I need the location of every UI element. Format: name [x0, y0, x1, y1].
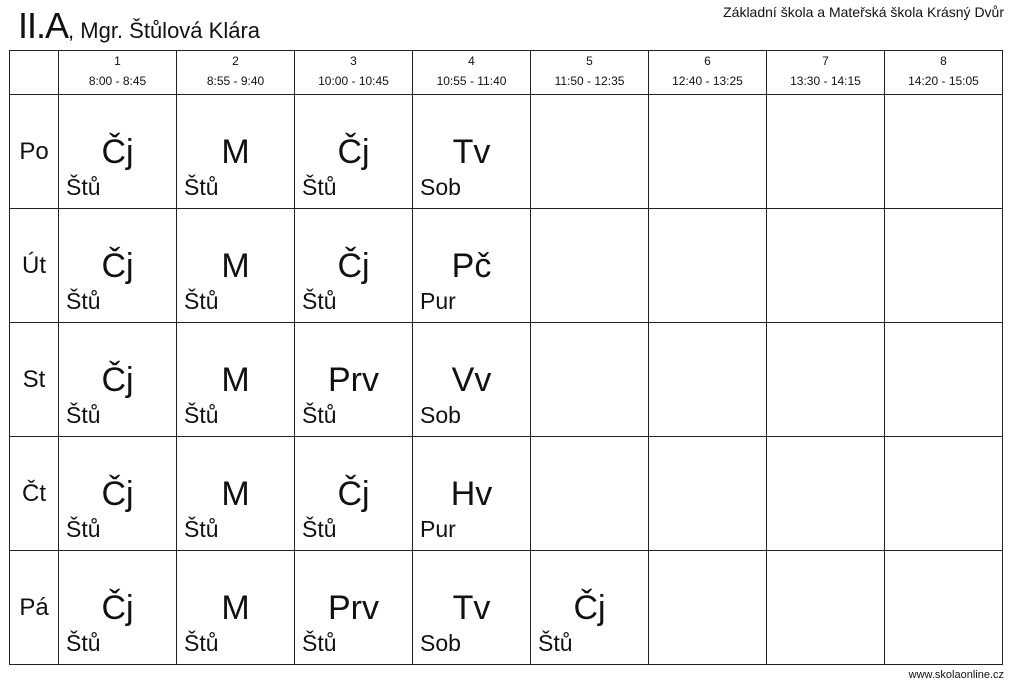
empty-cell: [531, 209, 649, 323]
empty-cell: [531, 323, 649, 437]
teacher-abbr: Štů: [184, 630, 219, 656]
day-label: Út: [10, 209, 59, 323]
subject: Čj: [337, 475, 370, 513]
lesson-cell: [295, 95, 413, 209]
subject: Čj: [337, 247, 370, 285]
lesson-cell: [177, 209, 295, 323]
period-time: 11:50 - 12:35: [554, 74, 625, 88]
empty-cell: [767, 209, 885, 323]
empty-cell: [767, 551, 885, 665]
subject: M: [221, 247, 250, 285]
subject: M: [221, 133, 250, 171]
lesson-cell: [177, 95, 295, 209]
page-title: [18, 5, 261, 46]
empty-cell: [767, 437, 885, 551]
period-header: [885, 51, 1003, 95]
subject: M: [221, 475, 250, 513]
teacher-abbr: Štů: [302, 516, 337, 542]
empty-cell: [885, 437, 1003, 551]
period-time: 10:00 - 10:45: [318, 74, 389, 88]
day-label: St: [10, 323, 59, 437]
day-label: Po: [10, 95, 59, 209]
teacher-abbr: Sob: [420, 402, 461, 428]
lesson-cell: [59, 323, 177, 437]
subject: Vv: [451, 361, 492, 399]
empty-cell: [767, 95, 885, 209]
teacher-abbr: Štů: [66, 630, 101, 656]
period-header: [649, 51, 767, 95]
day-row-pa: [10, 551, 1003, 665]
teacher-abbr: Sob: [420, 630, 461, 656]
empty-cell: [649, 95, 767, 209]
period-header: [59, 51, 177, 95]
subject: Prv: [328, 361, 379, 399]
day-row-ut: [10, 209, 1003, 323]
teacher-abbr: Pur: [420, 288, 456, 314]
lesson-cell: [59, 437, 177, 551]
lesson-cell: [295, 323, 413, 437]
lesson-cell: [413, 95, 531, 209]
subject: Čj: [337, 133, 370, 171]
teacher-abbr: Štů: [66, 288, 101, 314]
teacher-abbr: Štů: [184, 288, 219, 314]
empty-cell: [885, 323, 1003, 437]
period-time: 8:00 - 8:45: [88, 74, 147, 88]
period-header: [767, 51, 885, 95]
period-number: 6: [704, 54, 711, 68]
teacher-abbr: Pur: [420, 516, 456, 542]
empty-cell: [531, 95, 649, 209]
teacher-abbr: Štů: [66, 402, 101, 428]
timetable: [9, 50, 1003, 665]
day-row-po: [10, 95, 1003, 209]
school-name: Základní škola a Mateřská škola Krásný Dvůr: [723, 4, 1004, 20]
class-name: II.A: [18, 5, 69, 46]
lesson-cell: [413, 323, 531, 437]
teacher-abbr: Štů: [538, 630, 573, 656]
subject: Čj: [101, 247, 134, 285]
lesson-cell: [295, 551, 413, 665]
lesson-cell: [177, 551, 295, 665]
footer-url: www.skolaonline.cz: [908, 669, 1004, 681]
period-time: 8:55 - 9:40: [206, 74, 265, 88]
period-number: 7: [822, 54, 829, 68]
lesson-cell: [413, 551, 531, 665]
corner-cell: [10, 51, 59, 95]
day-label: Pá: [10, 551, 59, 665]
empty-cell: [649, 209, 767, 323]
lesson-cell: [295, 437, 413, 551]
subject: Pč: [451, 247, 492, 285]
teacher-abbr: Štů: [302, 174, 337, 200]
empty-cell: [649, 323, 767, 437]
lesson-cell: [413, 437, 531, 551]
period-number: 4: [468, 54, 475, 68]
subject: M: [221, 589, 250, 627]
teacher-abbr: Štů: [302, 288, 337, 314]
empty-cell: [767, 323, 885, 437]
period-time: 12:40 - 13:25: [672, 74, 743, 88]
lesson-cell: [59, 551, 177, 665]
period-time: 10:55 - 11:40: [436, 74, 507, 88]
teacher-abbr: Štů: [184, 516, 219, 542]
subject: Prv: [328, 589, 379, 627]
empty-cell: [885, 95, 1003, 209]
lesson-cell: [413, 209, 531, 323]
subject: Čj: [101, 475, 134, 513]
lesson-cell: [177, 323, 295, 437]
lesson-cell: [531, 551, 649, 665]
empty-cell: [885, 209, 1003, 323]
period-number: 2: [232, 54, 239, 68]
empty-cell: [649, 437, 767, 551]
teacher-abbr: Štů: [302, 630, 337, 656]
day-row-ct: [10, 437, 1003, 551]
subject: M: [221, 361, 250, 399]
subject: Čj: [573, 589, 606, 627]
period-header: [177, 51, 295, 95]
subject: Hv: [450, 475, 493, 513]
period-number: 5: [586, 54, 593, 68]
teacher-abbr: Štů: [66, 174, 101, 200]
empty-cell: [885, 551, 1003, 665]
period-number: 3: [350, 54, 357, 68]
period-header-row: [10, 51, 1003, 95]
lesson-cell: [295, 209, 413, 323]
teacher-abbr: Štů: [184, 402, 219, 428]
period-number: 8: [940, 54, 947, 68]
teacher-abbr: Štů: [66, 516, 101, 542]
period-time: 13:30 - 14:15: [790, 74, 861, 88]
empty-cell: [531, 437, 649, 551]
lesson-cell: [177, 437, 295, 551]
teacher-abbr: Štů: [184, 174, 219, 200]
period-header: [531, 51, 649, 95]
subject: Čj: [101, 589, 134, 627]
teacher-name: , Mgr. Štůlová Klára: [68, 18, 261, 43]
subject: Tv: [452, 589, 491, 627]
day-label: Čt: [10, 437, 59, 551]
day-row-st: [10, 323, 1003, 437]
period-number: 1: [114, 54, 121, 68]
teacher-abbr: Štů: [302, 402, 337, 428]
lesson-cell: [59, 209, 177, 323]
teacher-abbr: Sob: [420, 174, 461, 200]
period-header: [413, 51, 531, 95]
lesson-cell: [59, 95, 177, 209]
period-header: [295, 51, 413, 95]
period-time: 14:20 - 15:05: [908, 74, 979, 88]
subject: Čj: [101, 133, 134, 171]
empty-cell: [649, 551, 767, 665]
subject: Čj: [101, 361, 134, 399]
subject: Tv: [452, 133, 491, 171]
